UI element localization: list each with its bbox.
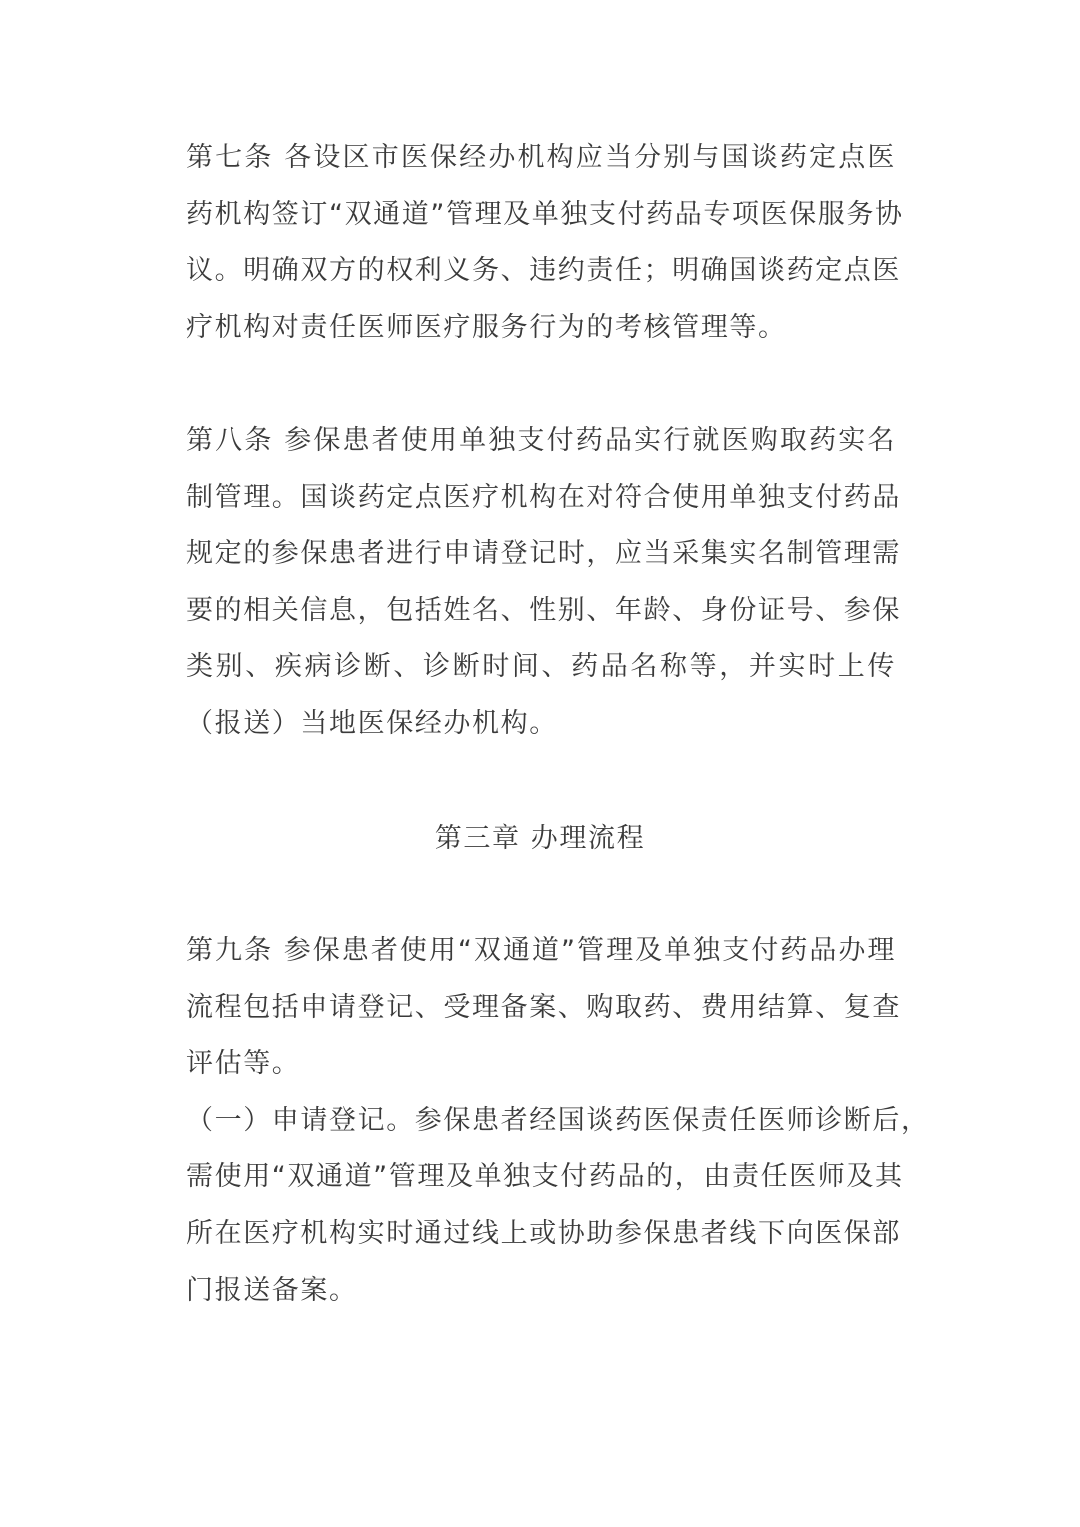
article-7-line-2: 药机构签订“双通道”管理及单独支付药品专项医保服务协	[186, 198, 904, 230]
article-7-line-3: 议。明确双方的权利义务、违约责任；明确国谈药定点医	[186, 255, 901, 287]
article-9-line-3: 评估等。	[186, 1048, 301, 1080]
article-9-line-7: 门报送备案。	[186, 1274, 358, 1306]
article-8-line-2: 制管理。国谈药定点医疗机构在对符合使用单独支付药品	[186, 481, 901, 513]
article-8-line-3: 规定的参保患者进行申请登记时，应当采集实名制管理需	[186, 538, 901, 570]
article-9-line-6: 所在医疗机构实时通过线上或协助参保患者线下向医保部	[186, 1217, 901, 1249]
article-9-line-4: （一）申请登记。参保患者经国谈药医保责任医师诊断后，	[186, 1104, 930, 1136]
article-7-line-1: 第七条 各设区市医保经办机构应当分别与国谈药定点医	[186, 142, 896, 173]
article-9-line-2: 流程包括申请登记、受理备案、购取药、费用结算、复查	[186, 991, 901, 1023]
article-8-paragraph	[186, 413, 901, 753]
article-7-line-4: 疗机构对责任医师医疗服务行为的考核管理等。	[186, 311, 787, 343]
article-8-line-5: 类别、疾病诊断、诊断时间、药品名称等，并实时上传	[186, 651, 896, 683]
article-8-line-1: 第八条 参保患者使用单独支付药品实行就医购取药实名	[186, 425, 896, 456]
article-9-line-1: 第九条 参保患者使用“双通道”管理及单独支付药品办理	[186, 935, 896, 966]
article-7-paragraph	[186, 130, 904, 356]
chapter-3-heading: 第三章 办理流程	[434, 823, 646, 854]
article-9-paragraph	[186, 923, 930, 1319]
article-9-line-5: 需使用“双通道”管理及单独支付药品的，由责任医师及其	[186, 1161, 904, 1193]
article-8-line-4: 要的相关信息，包括姓名、性别、年龄、身份证号、参保	[186, 594, 901, 626]
article-8-line-6: （报送）当地医保经办机构。	[186, 707, 558, 739]
